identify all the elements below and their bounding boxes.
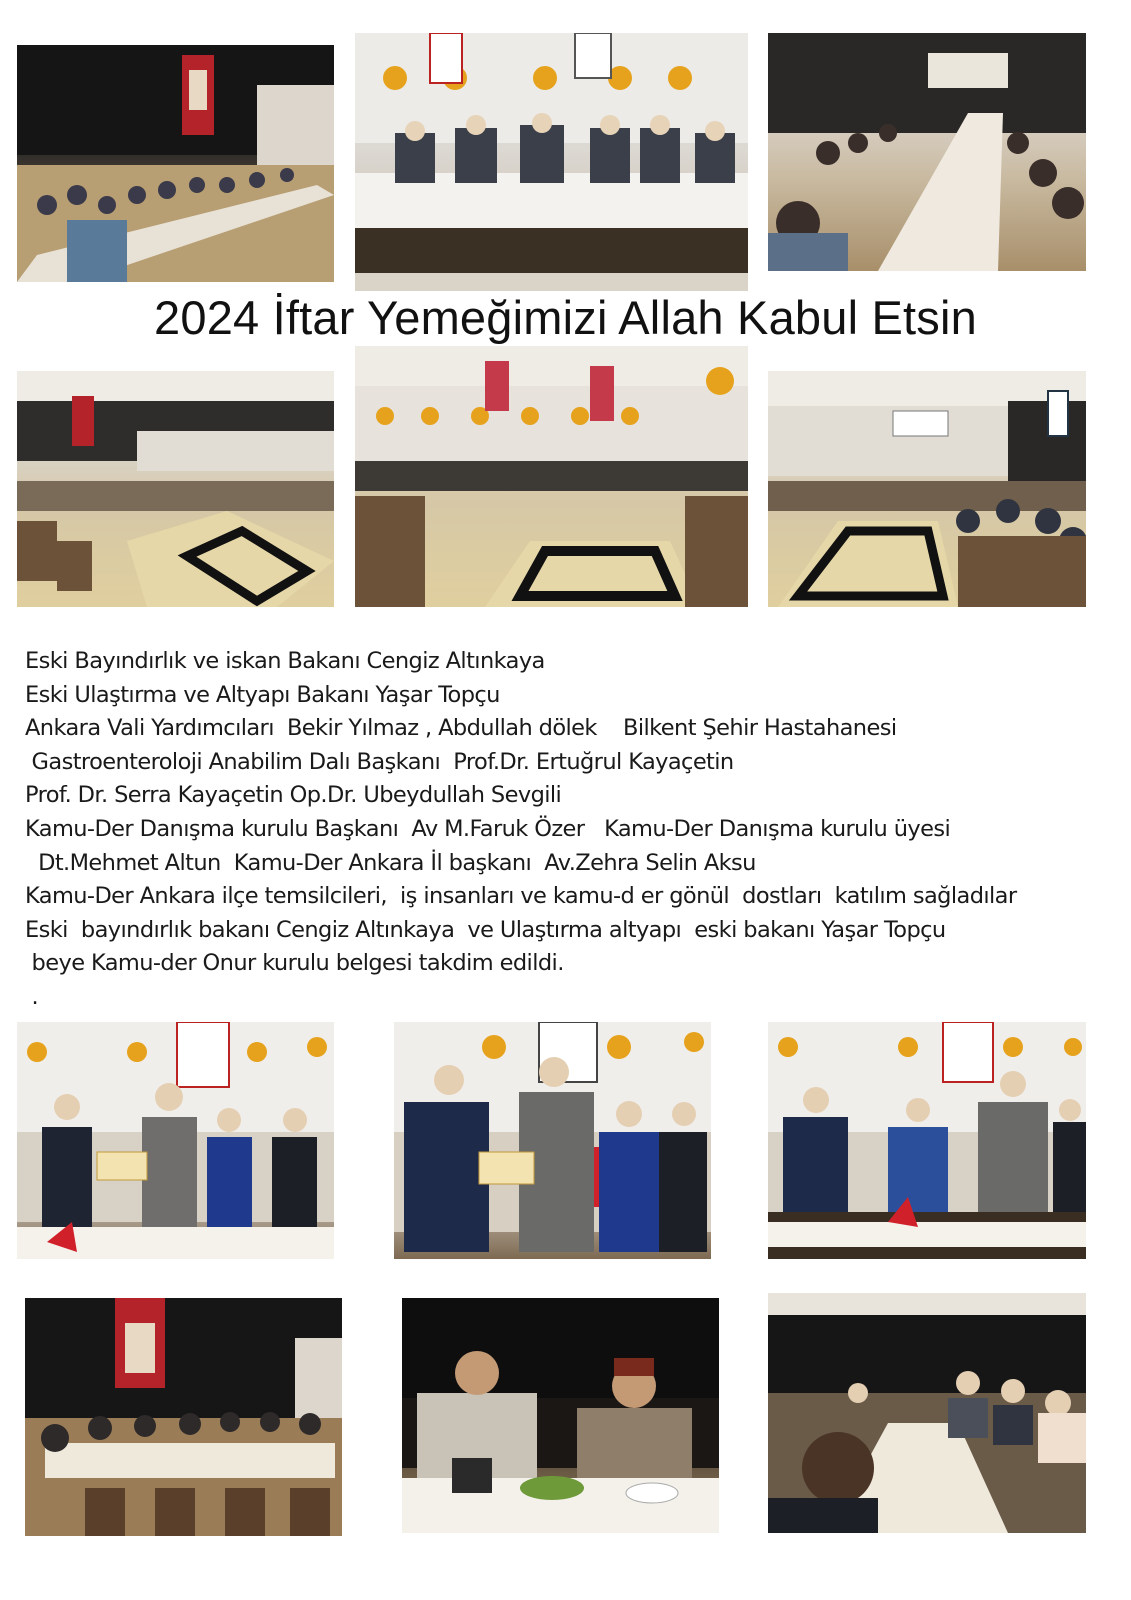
photo-guests-left [25,1298,342,1536]
text-line: Prof. Dr. Serra Kayaçetin Op.Dr. Ubeydullah Sevgili [25,782,562,809]
page-headline: 2024 İftar Yemeğimizi Allah Kabul Etsin [154,291,977,344]
photo-award-2 [394,1022,711,1259]
text-line: Gastroenteroloji Anabilim Dalı Başkanı Prof.Dr. Ertuğrul Kayaçetin [25,748,734,775]
photo-long-table [768,33,1086,271]
photo-dining-hall-left [17,45,334,282]
photo-hall-wide-right [768,371,1086,607]
text-line: . [25,983,39,1010]
photo-guests-right [768,1293,1086,1533]
text-line: Dt.Mehmet Altun Kamu-Der Ankara İl başkanı Av.Zehra Selin Aksu [25,849,756,876]
text-line: Eski Ulaştırma ve Altyapı Bakanı Yaşar Topçu [25,681,500,708]
photo-award-3 [768,1022,1086,1259]
text-line: Ankara Vali Yardımcıları Bekir Yılmaz , Abdullah dölek Bilkent Şehir Hastahanesi [25,715,897,742]
text-line: Eski bayındırlık bakanı Cengiz Altınkaya ve Ulaştırma altyapı eski bakanı Yaşar Topçu [25,916,946,943]
photo-guests-couple [402,1298,719,1533]
photo-hall-center [355,346,748,607]
text-line: Eski Bayındırlık ve iskan Bakanı Cengiz Altınkaya [25,648,545,674]
photo-hall-wide-left [17,371,334,607]
text-line: Kamu-Der Ankara ilçe temsilcileri, iş insanları ve kamu-d er gönül dostları katılım sağladılar [25,883,1017,910]
photo-award-1 [17,1022,334,1259]
text-line: Kamu-Der Danışma kurulu Başkanı Av M.Faruk Özer Kamu-Der Danışma kurulu üyesi [25,815,951,842]
photo-head-table [355,33,748,291]
text-line: beye Kamu-der Onur kurulu belgesi takdim edildi. [25,950,564,977]
participants-text [25,645,1120,1015]
